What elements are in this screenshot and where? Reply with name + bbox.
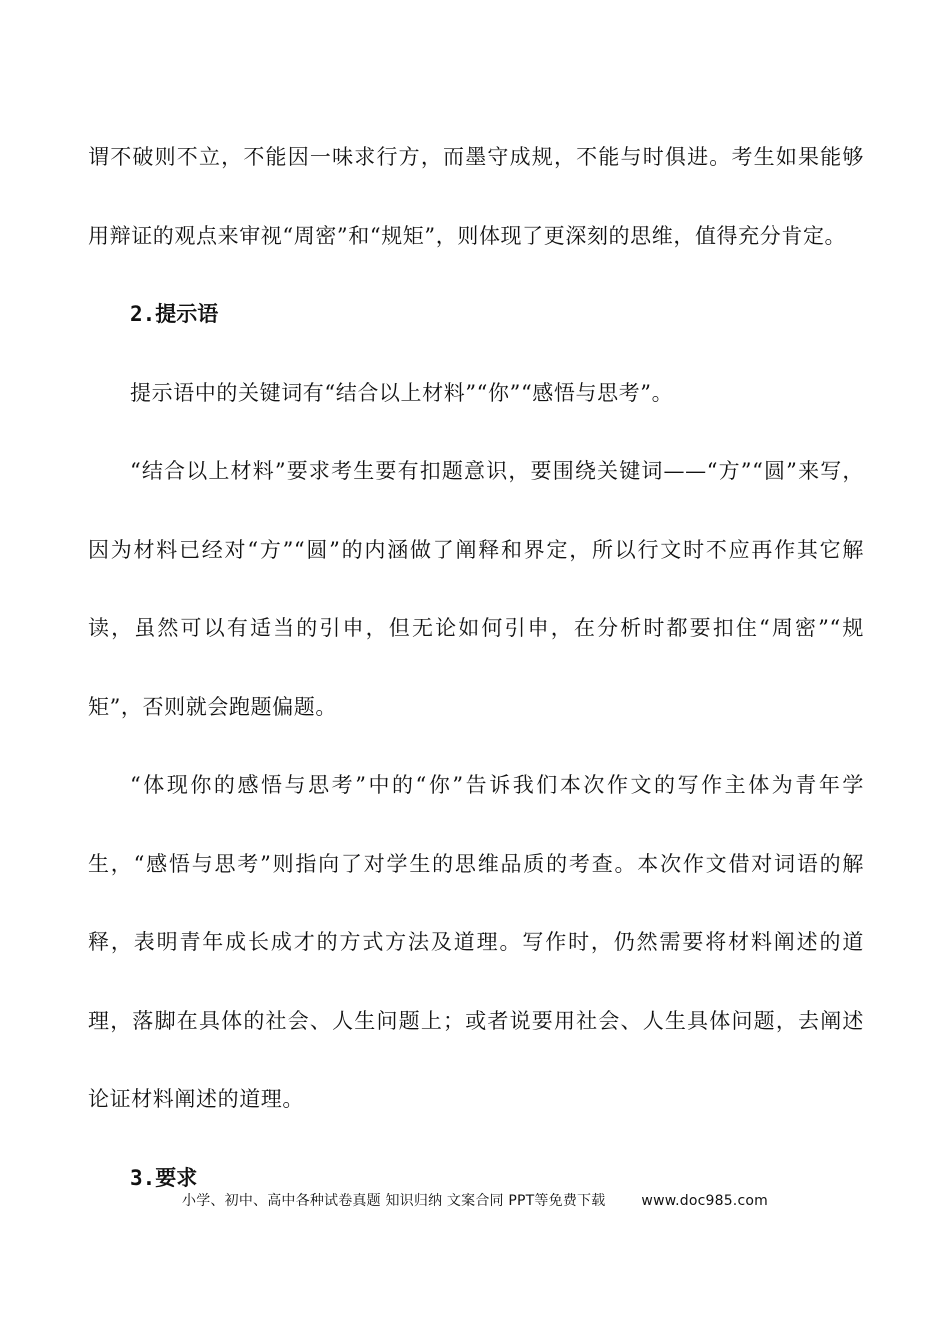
paragraph-continuation: 谓不破则不立，不能因一味求行方，而墨守成规，不能与时俱进。考生如果能够用辩证的观点来审视“周密”和“规矩”，则体现了更深刻的思维，值得充分肯定。: [88, 145, 864, 248]
footer-text: 小学、初中、高中各种试卷真题 知识归纳 文案合同 PPT等免费下载: [182, 1193, 606, 1209]
paragraph-material-analysis: “结合以上材料”要求考生要有扣题意识，要围绕关键词——“方”“圆”来写，因为材料已经对“方”“圆”的内涵做了阐释和界定，所以行文时不应再作其它解读，虽然可以有适当的引申，但无论如何引申，在分析时都要扣住“周密”“规矩”，否则就会跑题偏题。: [88, 459, 864, 719]
section-number: 2.: [130, 302, 156, 326]
section-heading-2: [88, 275, 864, 354]
document-body: [88, 118, 864, 1217]
section-title: 提示语: [155, 302, 219, 326]
footer-site-link[interactable]: www.doc985.com: [641, 1193, 768, 1209]
paragraph-thinking-analysis: “体现你的感悟与思考”中的“你”告诉我们本次作文的写作主体为青年学生，“感悟与思考”则指向了对学生的思维品质的考查。本次作文借对词语的解释，表明青年成长成才的方式方法及道理。写作时，仍然需要将材料阐述的道理，落脚在具体的社会、人生问题上；或者说要用社会、人生具体问题，去阐述论证材料阐述的道理。: [88, 773, 864, 1111]
paragraph-prompt-keywords: 提示语中的关键词有“结合以上材料”“你”“感悟与思考”。: [130, 380, 674, 405]
section-title: 要求: [155, 1165, 198, 1190]
section-number: 3.: [130, 1165, 156, 1190]
page-footer: [0, 1190, 950, 1210]
